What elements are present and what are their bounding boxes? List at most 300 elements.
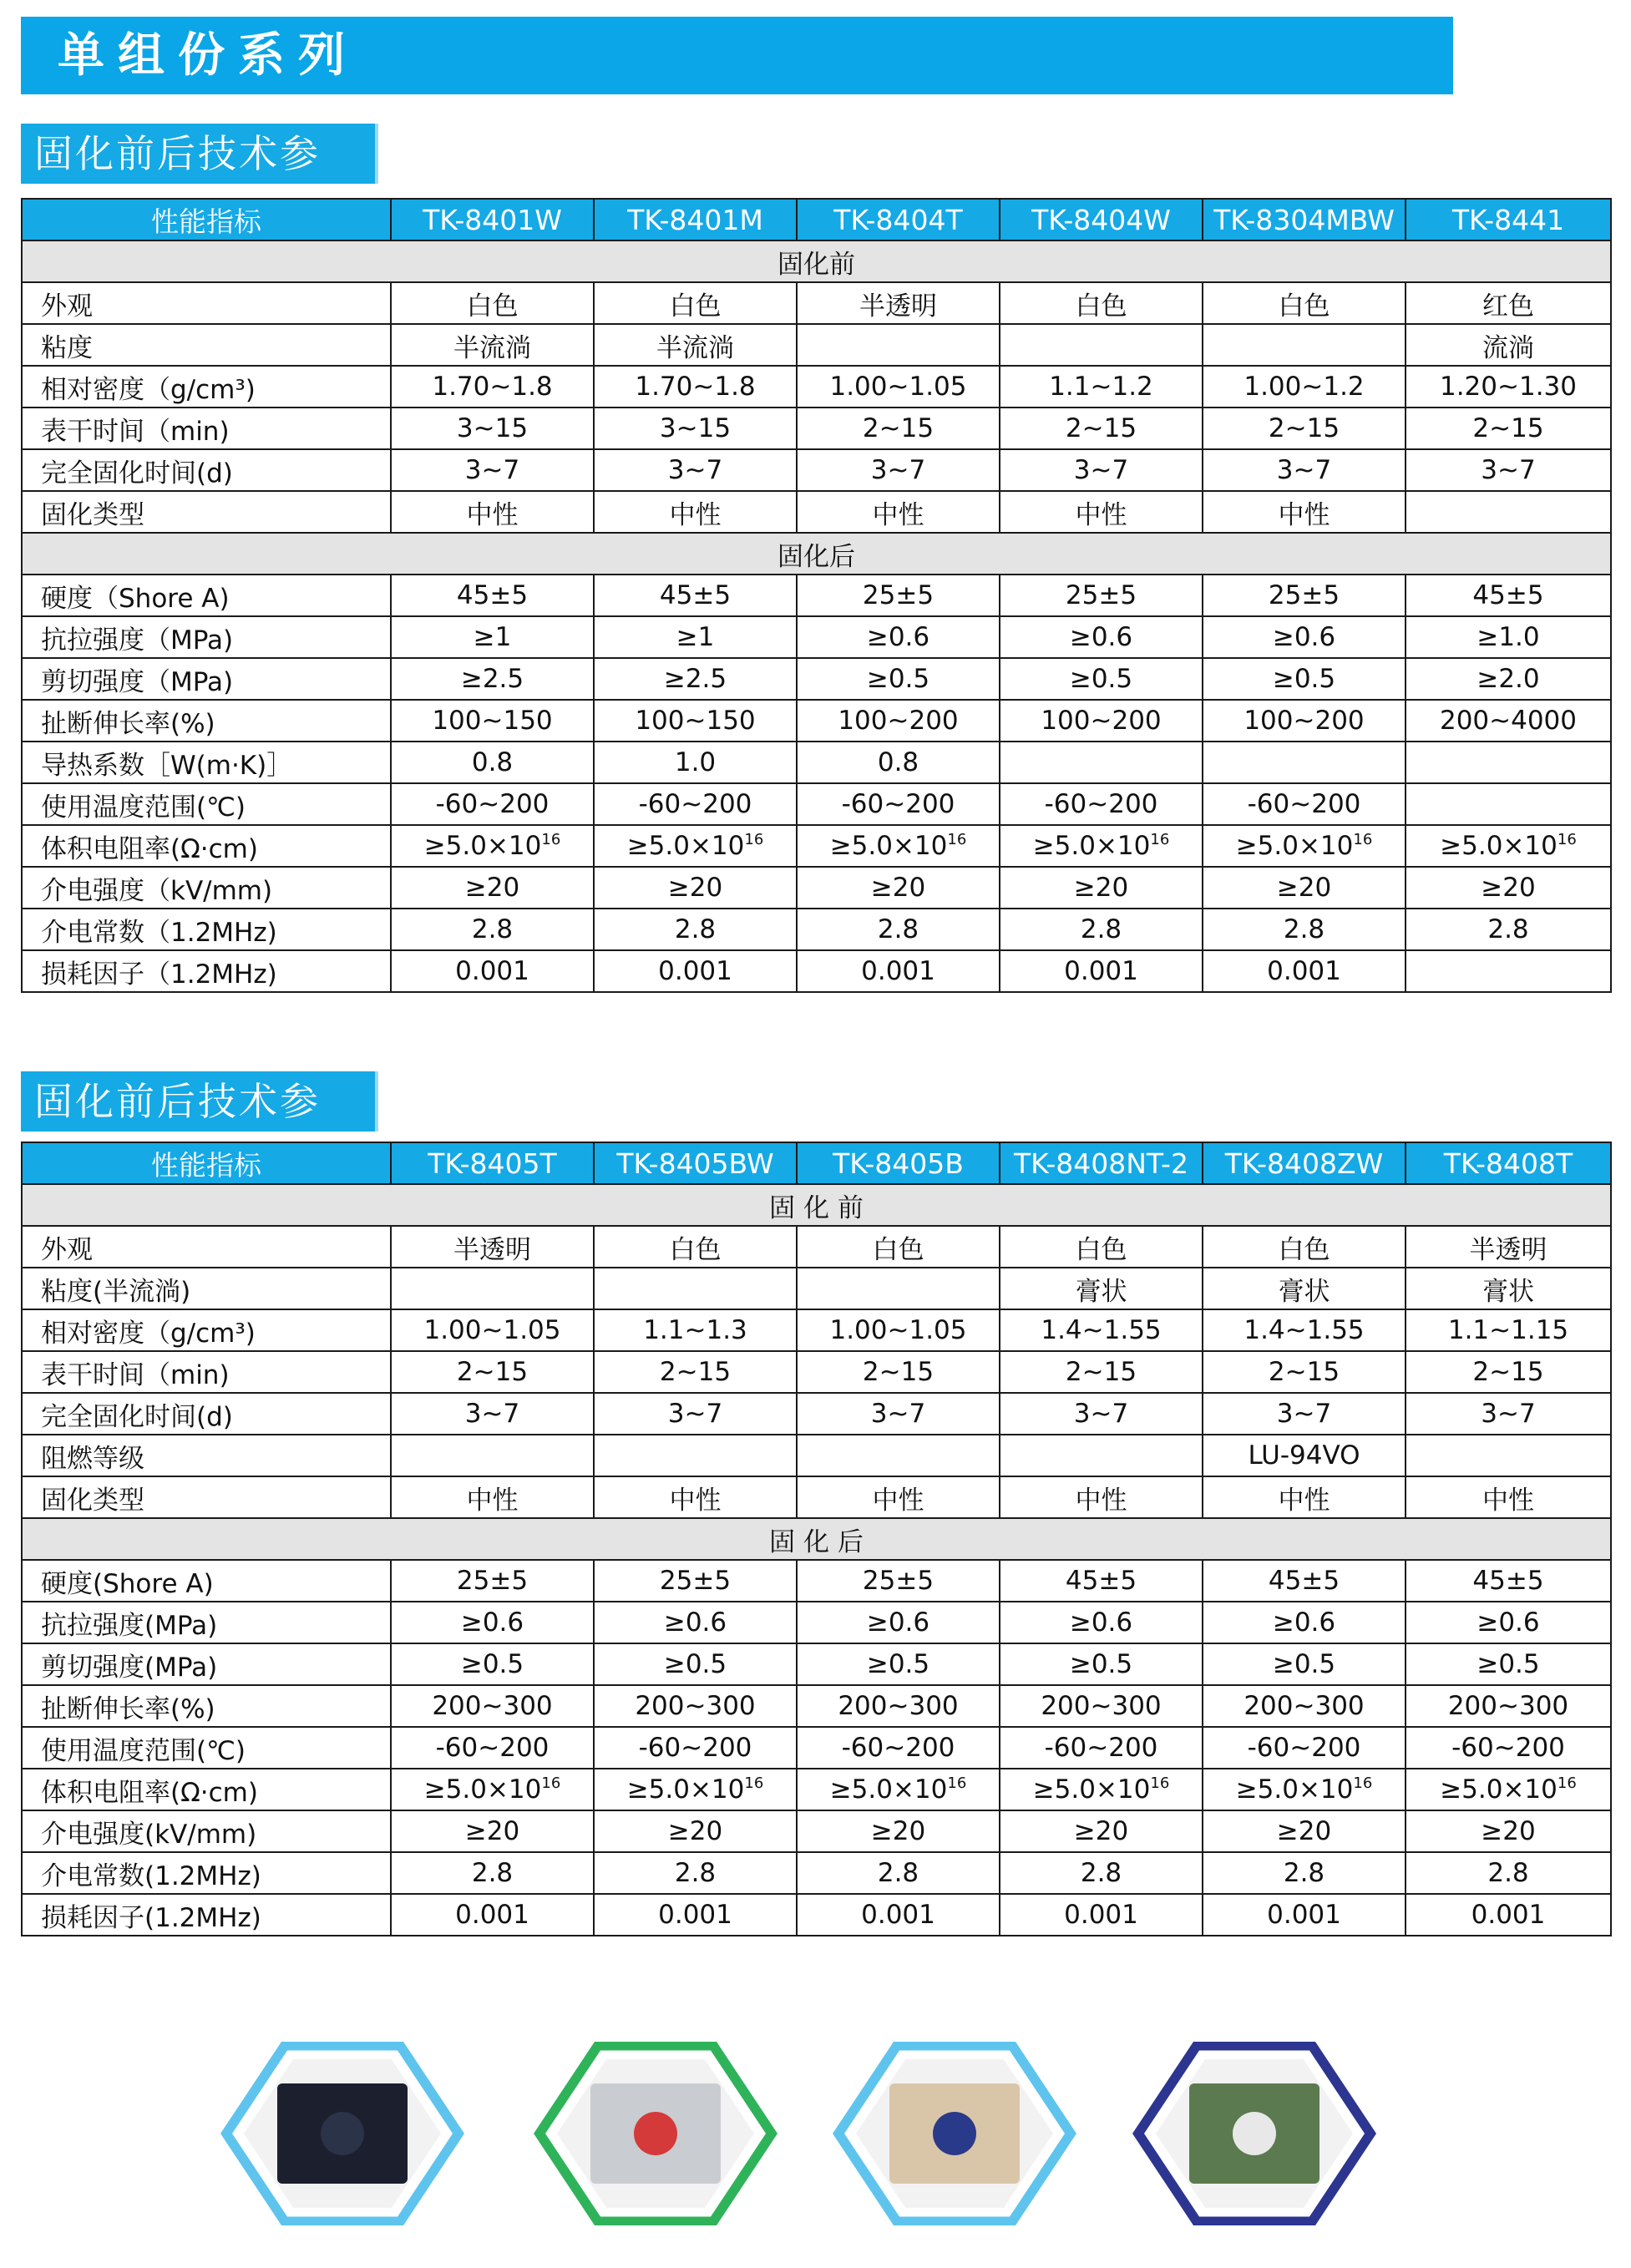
value-cell: 膏状	[1406, 1268, 1611, 1309]
group-row	[22, 533, 1611, 575]
value-cell: ≥20	[594, 1810, 797, 1852]
product-photo-strip	[0, 2008, 1631, 2259]
param-label: 外观	[22, 282, 391, 324]
value-cell: 2.8	[594, 909, 797, 950]
param-label: 硬度（Shore A)	[22, 575, 391, 616]
table-row	[22, 491, 1611, 533]
value-cell: 1.4~1.55	[1203, 1309, 1406, 1351]
iron-circuit-photo	[530, 2025, 781, 2242]
value-cell	[1000, 324, 1203, 366]
value-cell: 中性	[797, 1476, 1000, 1518]
value-cell: 2.8	[1406, 1852, 1611, 1894]
value-cell: 0.001	[594, 1894, 797, 1936]
value-cell: -60~200	[797, 783, 1000, 825]
param-label: 扯断伸长率(%)	[22, 700, 391, 742]
model-header: TK-8404W	[1000, 199, 1203, 240]
value-cell: 100~200	[1203, 700, 1406, 742]
value-cell: ≥20	[1000, 867, 1203, 909]
model-header: TK-8408T	[1406, 1142, 1611, 1184]
exponent: 16	[541, 831, 561, 848]
table-row	[22, 1643, 1611, 1685]
value-cell: ≥20	[1203, 867, 1406, 909]
value-cell: 2.8	[1000, 909, 1203, 950]
table-row	[22, 742, 1611, 783]
value-cell: 3~7	[1000, 449, 1203, 491]
value-cell: 1.00~1.2	[1203, 366, 1406, 408]
value-cell: 100~150	[594, 700, 797, 742]
group-label: 固化前	[22, 240, 1611, 282]
table-row	[22, 1268, 1611, 1309]
value-cell: 白色	[797, 1226, 1000, 1268]
value-cell: 中性	[391, 1476, 594, 1518]
value-cell: $\ge 5.0\times 10^{16}$	[391, 825, 594, 867]
param-label: 固化类型	[22, 491, 391, 533]
section-heading-2: 固化前后技术参	[21, 1071, 378, 1131]
value-cell: 白色	[391, 282, 594, 324]
value-cell: ≥20	[391, 867, 594, 909]
exponent: 16	[744, 1774, 764, 1792]
value-cell: ≥0.6	[1406, 1602, 1611, 1643]
table-row	[22, 1393, 1611, 1435]
value-cell: -60~200	[797, 1727, 1000, 1769]
value-cell: $\ge 5.0\times 10^{16}$	[594, 1769, 797, 1810]
value-cell: ≥2.5	[391, 658, 594, 700]
param-label: 表干时间（min)	[22, 408, 391, 449]
value-cell: 中性	[1000, 1476, 1203, 1518]
value-cell: 0.001	[391, 1894, 594, 1936]
model-header: TK-8405BW	[594, 1142, 797, 1184]
model-header: TK-8401M	[594, 199, 797, 240]
param-header: 性能指标	[22, 1142, 391, 1184]
spec-table-2	[21, 1142, 1612, 1936]
capacitor-board-photo	[829, 2025, 1080, 2242]
value-cell: ≥20	[391, 1810, 594, 1852]
value-cell: $\ge 5.0\times 10^{16}$	[1203, 1769, 1406, 1810]
value-cell: ≥2.0	[1406, 658, 1611, 700]
model-header: TK-8408NT-2	[1000, 1142, 1203, 1184]
value-cell: 膏状	[1000, 1268, 1203, 1309]
value-cell: 0.001	[391, 950, 594, 992]
value-cell: 半透明	[1406, 1226, 1611, 1268]
table-row	[22, 324, 1611, 366]
param-label: 剪切强度(MPa)	[22, 1643, 391, 1685]
value-cell	[1406, 491, 1611, 533]
value-cell: ≥0.6	[1203, 616, 1406, 658]
value-cell: 200~300	[1203, 1685, 1406, 1727]
table-row	[22, 825, 1611, 867]
power-board-photo	[1129, 2025, 1380, 2242]
value-cell	[1000, 1435, 1203, 1476]
value-cell: 3~7	[594, 449, 797, 491]
value-cell	[1406, 742, 1611, 783]
value-cell: 25±5	[1203, 575, 1406, 616]
value-cell: ≥0.5	[797, 1643, 1000, 1685]
value-cell: 半流淌	[594, 324, 797, 366]
value-cell: 1.70~1.8	[594, 366, 797, 408]
param-label: 阻燃等级	[22, 1435, 391, 1476]
value-cell: ≥20	[1406, 867, 1611, 909]
value-cell: 2.8	[1203, 1852, 1406, 1894]
value-cell: ≥20	[594, 867, 797, 909]
value-cell: ≥20	[797, 1810, 1000, 1852]
value-cell: -60~200	[1000, 1727, 1203, 1769]
value-cell: 膏状	[1203, 1268, 1406, 1309]
value-cell: 中性	[391, 491, 594, 533]
value-cell: 3~7	[391, 449, 594, 491]
value-cell: 25±5	[797, 1560, 1000, 1602]
value-cell: 半流淌	[391, 324, 594, 366]
value-cell: 200~300	[1406, 1685, 1611, 1727]
value-cell	[1000, 742, 1203, 783]
model-header: TK-8304MBW	[1203, 199, 1406, 240]
value-cell: 1.70~1.8	[391, 366, 594, 408]
value-cell: $\ge 5.0\times 10^{16}$	[391, 1769, 594, 1810]
value-cell: 45±5	[1203, 1560, 1406, 1602]
spec-table-1	[21, 198, 1612, 993]
value-cell: ≥0.6	[797, 1602, 1000, 1643]
induction-cooker-photo	[217, 2025, 468, 2242]
value-cell: 2~15	[1203, 408, 1406, 449]
value-cell: 3~7	[1406, 1393, 1611, 1435]
table-row	[22, 1602, 1611, 1643]
param-label: 粘度	[22, 324, 391, 366]
table-row	[22, 658, 1611, 700]
value-cell: -60~200	[1203, 783, 1406, 825]
value-cell: ≥0.5	[391, 1643, 594, 1685]
value-cell: 中性	[1000, 491, 1203, 533]
value-cell: 白色	[1000, 282, 1203, 324]
param-label: 相对密度（g/cm³)	[22, 1309, 391, 1351]
group-row	[22, 240, 1611, 282]
value-cell: -60~200	[391, 1727, 594, 1769]
table-row	[22, 575, 1611, 616]
group-row	[22, 1518, 1611, 1560]
value-cell: ≥0.5	[594, 1643, 797, 1685]
table-row	[22, 950, 1611, 992]
value-cell: 3~7	[797, 1393, 1000, 1435]
value-cell: 2~15	[594, 1351, 797, 1393]
value-cell: -60~200	[594, 783, 797, 825]
value-cell	[391, 1435, 594, 1476]
value-cell	[797, 1435, 1000, 1476]
value-cell: ≥0.5	[1000, 658, 1203, 700]
exponent: 16	[1557, 1774, 1577, 1792]
param-label: 抗拉强度（MPa)	[22, 616, 391, 658]
value-cell: 100~200	[1000, 700, 1203, 742]
value-cell	[1203, 742, 1406, 783]
value-cell: ≥0.6	[594, 1602, 797, 1643]
value-cell: 2.8	[797, 909, 1000, 950]
value-cell: ≥1	[391, 616, 594, 658]
value-cell: -60~200	[594, 1727, 797, 1769]
table-row	[22, 700, 1611, 742]
value-cell: ≥20	[1000, 1810, 1203, 1852]
value-cell	[1203, 324, 1406, 366]
group-label: 固 化 后	[22, 1518, 1611, 1560]
value-cell: 45±5	[1000, 1560, 1203, 1602]
value-cell: $\ge 5.0\times 10^{16}$	[1000, 825, 1203, 867]
value-cell: 0.001	[797, 1894, 1000, 1936]
group-label: 固化后	[22, 533, 1611, 575]
table-row	[22, 282, 1611, 324]
value-cell	[594, 1435, 797, 1476]
value-cell: 白色	[1203, 282, 1406, 324]
param-label: 完全固化时间(d)	[22, 1393, 391, 1435]
exponent: 16	[1353, 1774, 1373, 1792]
value-cell: 2.8	[1203, 909, 1406, 950]
value-cell	[1406, 950, 1611, 992]
table-row	[22, 909, 1611, 950]
param-label: 粘度(半流淌)	[22, 1268, 391, 1309]
page-title: 单组份系列	[21, 17, 1453, 94]
value-cell: 1.1~1.3	[594, 1309, 797, 1351]
table-row	[22, 1309, 1611, 1351]
table-header-row	[22, 1142, 1611, 1184]
param-label: 抗拉强度(MPa)	[22, 1602, 391, 1643]
value-cell: 中性	[797, 491, 1000, 533]
value-cell: $\ge 5.0\times 10^{16}$	[1406, 1769, 1611, 1810]
value-cell: 45±5	[1406, 575, 1611, 616]
value-cell: ≥0.5	[1000, 1643, 1203, 1685]
model-header: TK-8404T	[797, 199, 1000, 240]
value-cell: 1.20~1.30	[1406, 366, 1611, 408]
value-cell: 3~7	[1203, 1393, 1406, 1435]
value-cell: -60~200	[1406, 1727, 1611, 1769]
value-cell: 0.001	[1406, 1894, 1611, 1936]
value-cell: 2.8	[1000, 1852, 1203, 1894]
value-cell: 3~7	[391, 1393, 594, 1435]
table-row	[22, 408, 1611, 449]
value-cell: $\ge 5.0\times 10^{16}$	[797, 825, 1000, 867]
table-row	[22, 783, 1611, 825]
value-cell: -60~200	[1203, 1727, 1406, 1769]
value-cell: 半透明	[391, 1226, 594, 1268]
value-cell: 200~300	[1000, 1685, 1203, 1727]
table-row	[22, 1685, 1611, 1727]
table-row	[22, 616, 1611, 658]
value-cell: 2~15	[1203, 1351, 1406, 1393]
value-cell: $\ge 5.0\times 10^{16}$	[797, 1769, 1000, 1810]
exponent: 16	[947, 1774, 967, 1792]
param-header: 性能指标	[22, 199, 391, 240]
group-row	[22, 1184, 1611, 1226]
value-cell: ≥20	[1406, 1810, 1611, 1852]
table-row	[22, 1727, 1611, 1769]
value-cell: ≥0.5	[1203, 658, 1406, 700]
table-row	[22, 867, 1611, 909]
exponent: 16	[744, 831, 764, 848]
value-cell: 100~200	[797, 700, 1000, 742]
exponent: 16	[947, 831, 967, 848]
value-cell: 流淌	[1406, 324, 1611, 366]
param-label: 剪切强度（MPa)	[22, 658, 391, 700]
value-cell: LU-94VO	[1203, 1435, 1406, 1476]
value-cell: -60~200	[1000, 783, 1203, 825]
table-row	[22, 1351, 1611, 1393]
value-cell: 200~300	[391, 1685, 594, 1727]
value-cell: $\ge 5.0\times 10^{16}$	[1000, 1769, 1203, 1810]
value-cell: 0.001	[1000, 950, 1203, 992]
model-header: TK-8408ZW	[1203, 1142, 1406, 1184]
table-row	[22, 366, 1611, 408]
value-cell: 200~4000	[1406, 700, 1611, 742]
table-row	[22, 449, 1611, 491]
value-cell: 45±5	[594, 575, 797, 616]
value-cell: 0.001	[1000, 1894, 1203, 1936]
value-cell: 3~7	[797, 449, 1000, 491]
value-cell: 1.4~1.55	[1000, 1309, 1203, 1351]
value-cell: ≥0.6	[797, 616, 1000, 658]
value-cell: 2~15	[797, 1351, 1000, 1393]
value-cell: 1.00~1.05	[797, 1309, 1000, 1351]
table-row	[22, 1476, 1611, 1518]
value-cell: 红色	[1406, 282, 1611, 324]
value-cell: 200~300	[594, 1685, 797, 1727]
value-cell: 200~300	[797, 1685, 1000, 1727]
value-cell	[594, 1268, 797, 1309]
value-cell: 3~15	[594, 408, 797, 449]
param-label: 损耗因子（1.2MHz)	[22, 950, 391, 992]
value-cell: ≥0.6	[1000, 616, 1203, 658]
value-cell	[391, 1268, 594, 1309]
value-cell	[797, 324, 1000, 366]
value-cell: 中性	[1406, 1476, 1611, 1518]
value-cell: 25±5	[1000, 575, 1203, 616]
value-cell: 白色	[594, 1226, 797, 1268]
exponent: 16	[1353, 831, 1373, 848]
value-cell: 1.00~1.05	[797, 366, 1000, 408]
param-label: 体积电阻率(Ω·cm)	[22, 825, 391, 867]
value-cell: ≥0.6	[1000, 1602, 1203, 1643]
value-cell: 2~15	[797, 408, 1000, 449]
table-row	[22, 1435, 1611, 1476]
value-cell: ≥0.6	[391, 1602, 594, 1643]
param-label: 扯断伸长率(%)	[22, 1685, 391, 1727]
param-label: 损耗因子(1.2MHz)	[22, 1894, 391, 1936]
param-label: 介电常数(1.2MHz)	[22, 1852, 391, 1894]
value-cell: 0.001	[594, 950, 797, 992]
param-label: 相对密度（g/cm³)	[22, 366, 391, 408]
value-cell: ≥2.5	[594, 658, 797, 700]
value-cell: 半透明	[797, 282, 1000, 324]
value-cell: 2.8	[797, 1852, 1000, 1894]
table-row	[22, 1560, 1611, 1602]
value-cell: 3~7	[594, 1393, 797, 1435]
param-label: 介电强度（kV/mm)	[22, 867, 391, 909]
param-label: 体积电阻率(Ω·cm)	[22, 1769, 391, 1810]
value-cell: 2~15	[1406, 408, 1611, 449]
value-cell: ≥0.6	[1203, 1602, 1406, 1643]
table-row	[22, 1852, 1611, 1894]
model-header: TK-8405B	[797, 1142, 1000, 1184]
param-label: 完全固化时间(d)	[22, 449, 391, 491]
value-cell: 2.8	[1406, 909, 1611, 950]
value-cell: 45±5	[391, 575, 594, 616]
value-cell: 白色	[1000, 1226, 1203, 1268]
value-cell: 3~7	[1203, 449, 1406, 491]
param-label: 使用温度范围(℃)	[22, 783, 391, 825]
value-cell: ≥1.0	[1406, 616, 1611, 658]
value-cell: ≥1	[594, 616, 797, 658]
value-cell: $\ge 5.0\times 10^{16}$	[594, 825, 797, 867]
value-cell: 2.8	[391, 1852, 594, 1894]
value-cell: 0.8	[391, 742, 594, 783]
value-cell: 3~7	[1000, 1393, 1203, 1435]
table-row	[22, 1810, 1611, 1852]
value-cell: 1.00~1.05	[391, 1309, 594, 1351]
value-cell: 25±5	[391, 1560, 594, 1602]
value-cell: -60~200	[391, 783, 594, 825]
exponent: 16	[1150, 1774, 1170, 1792]
value-cell: 45±5	[1406, 1560, 1611, 1602]
value-cell: 2.8	[391, 909, 594, 950]
value-cell: 1.1~1.2	[1000, 366, 1203, 408]
value-cell: 0.001	[797, 950, 1000, 992]
exponent: 16	[541, 1774, 561, 1792]
value-cell: 0.001	[1203, 1894, 1406, 1936]
value-cell	[1406, 1435, 1611, 1476]
value-cell: 2~15	[1000, 408, 1203, 449]
value-cell: 100~150	[391, 700, 594, 742]
table-row	[22, 1769, 1611, 1810]
value-cell	[1406, 783, 1611, 825]
value-cell: 25±5	[797, 575, 1000, 616]
value-cell	[797, 1268, 1000, 1309]
value-cell: 2~15	[1000, 1351, 1203, 1393]
value-cell: 中性	[594, 491, 797, 533]
value-cell: 3~15	[391, 408, 594, 449]
value-cell: ≥0.5	[797, 658, 1000, 700]
model-header: TK-8405T	[391, 1142, 594, 1184]
param-label: 表干时间（min)	[22, 1351, 391, 1393]
value-cell: ≥0.5	[1406, 1643, 1611, 1685]
model-header: TK-8401W	[391, 199, 594, 240]
value-cell: 2.8	[594, 1852, 797, 1894]
param-label: 硬度(Shore A)	[22, 1560, 391, 1602]
table-row	[22, 1226, 1611, 1268]
value-cell: 2~15	[391, 1351, 594, 1393]
value-cell: 中性	[594, 1476, 797, 1518]
value-cell: 中性	[1203, 491, 1406, 533]
value-cell: 中性	[1203, 1476, 1406, 1518]
exponent: 16	[1557, 831, 1577, 848]
param-label: 介电常数（1.2MHz)	[22, 909, 391, 950]
param-label: 固化类型	[22, 1476, 391, 1518]
value-cell: 25±5	[594, 1560, 797, 1602]
value-cell: 3~7	[1406, 449, 1611, 491]
table-row	[22, 1894, 1611, 1936]
value-cell: $\ge 5.0\times 10^{16}$	[1406, 825, 1611, 867]
value-cell: 1.1~1.15	[1406, 1309, 1611, 1351]
group-label: 固 化 前	[22, 1184, 1611, 1226]
value-cell: 0.001	[1203, 950, 1406, 992]
exponent: 16	[1150, 831, 1170, 848]
value-cell: 0.8	[797, 742, 1000, 783]
param-label: 外观	[22, 1226, 391, 1268]
value-cell: ≥20	[1203, 1810, 1406, 1852]
model-header: TK-8441	[1406, 199, 1611, 240]
value-cell: 1.0	[594, 742, 797, 783]
param-label: 介电强度(kV/mm)	[22, 1810, 391, 1852]
param-label: 导热系数［W(m·K)］	[22, 742, 391, 783]
value-cell: 2~15	[1406, 1351, 1611, 1393]
value-cell: 白色	[594, 282, 797, 324]
value-cell: 白色	[1203, 1226, 1406, 1268]
table-header-row	[22, 199, 1611, 240]
param-label: 使用温度范围(℃)	[22, 1727, 391, 1769]
section-heading-1: 固化前后技术参	[21, 124, 378, 184]
value-cell: ≥20	[797, 867, 1000, 909]
